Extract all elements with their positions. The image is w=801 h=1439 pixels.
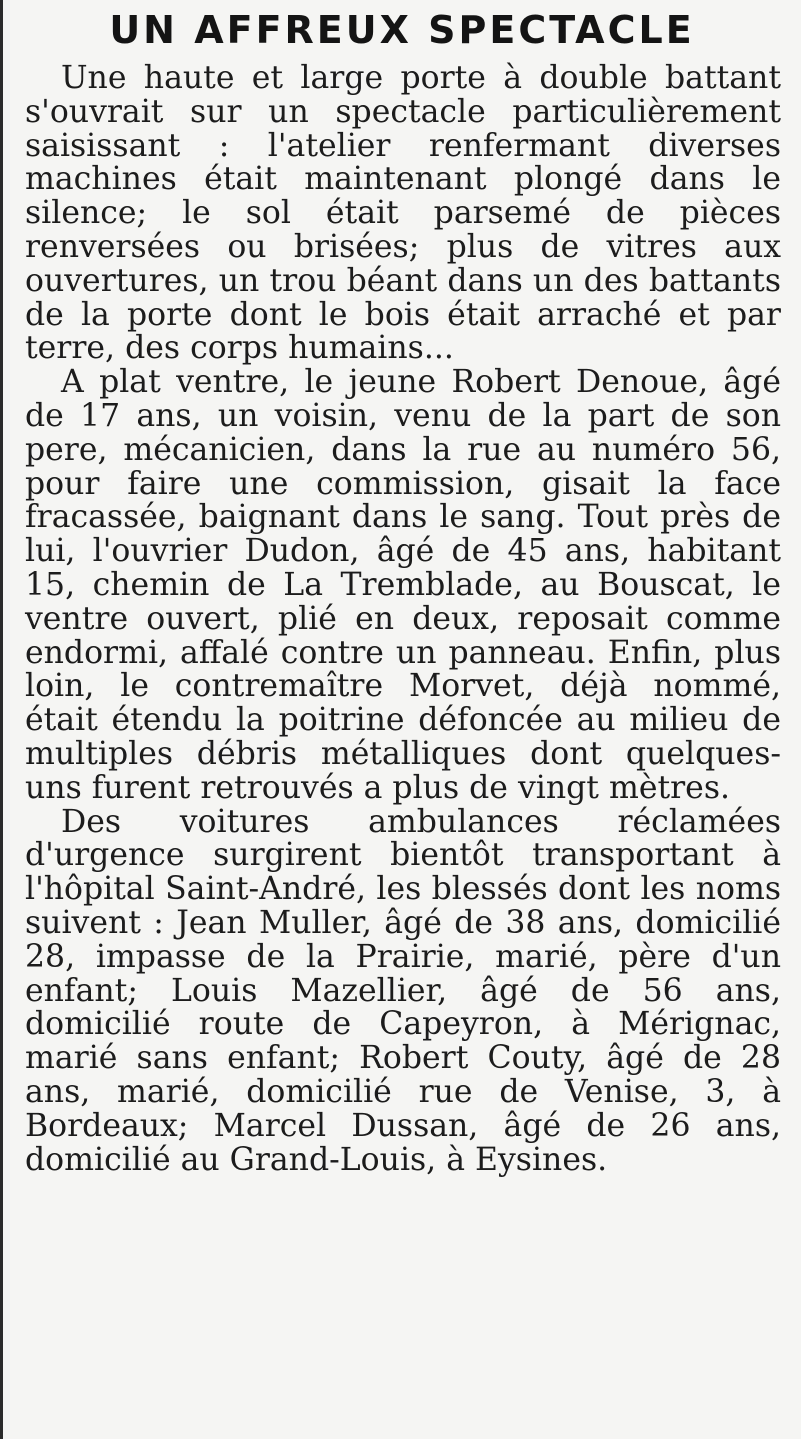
- article-paragraph-2: A plat ventre, le jeune Robert Denoue, âgé de 17 ans, un voisin, venu de la part de son pere, mécanicien, dans la rue au numéro 56, pour faire une commission, gisait la face fracassée, baignant dans le sang. Tout près de lui, l'ouvrier Dudon, âgé de 45 ans, habitant 15, chemin de La Tremblade, au Bouscat, le ventre ouvert, plié en deux, reposait comme endormi, affalé contre un panneau. Enfin, plus loin, le contremaître Morvet, déjà nommé, était étendu la poitrine défoncée au milieu de multiples débris métalliques dont quelques-uns furent retrouvés a plus de vingt mètres.: [25, 364, 781, 806]
- article-headline: UN AFFREUX SPECTACLE: [109, 8, 695, 52]
- article-paragraph-1: Une haute et large porte à double battant s'ouvrait sur un spectacle particulièrement saisissant : l'atelier renfermant diverses machines était maintenant plongé dans le silence; le sol était parsemé de pièces renversées ou brisées; plus de vitres aux ouvertures, un trou béant dans un des battants de la porte dont le bois était arraché et par terre, des corps humains...: [25, 60, 781, 367]
- article-body: [25, 62, 781, 1177]
- article-paragraph-3: Des voitures ambulances réclamées d'urgence surgirent bientôt transportant à l'hôpital Saint-André, les blessés dont les noms suivent : Jean Muller, âgé de 38 ans, domicilié 28, impasse de la Prairie, marié, père d'un enfant; Louis Mazellier, âgé de 56 ans, domicilié route de Capeyron, à Mérignac, marié sans enfant; Robert Couty, âgé de 28 ans, marié, domicilié rue de Venise, 3, à Bordeaux; Marcel Dussan, âgé de 26 ans, domicilié au Grand-Louis, à Eysines.: [25, 803, 781, 1178]
